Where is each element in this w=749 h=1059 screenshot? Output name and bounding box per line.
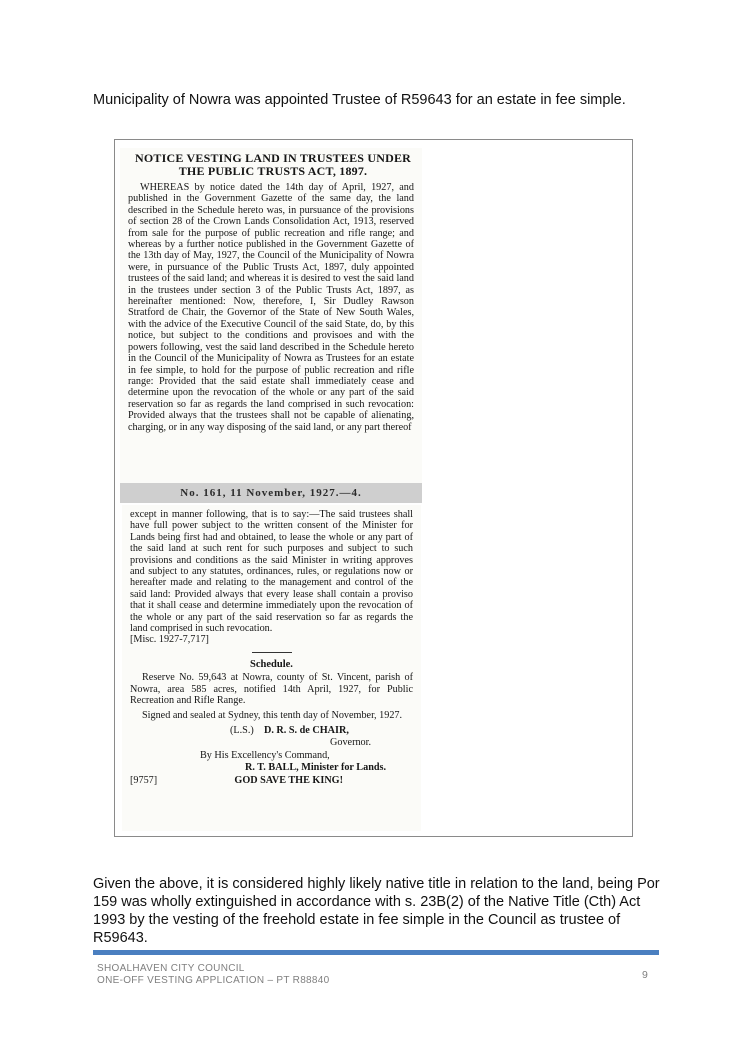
notice-paragraph-2: except in manner following, that is to say:—The said trustees shall have full power subject to the written consent of the Minister for Lands being first had and obtained, to lease the whole or any part of the said land at such rent for such purposes and subject to such provisions and conditions as the said Minister in writing approves and subject to any statutes, ordinances, rules, or regulations now or hereafter made and relating to the management and control of the said land: Provided always that every lease shall contain a proviso that it shall cease and determine immediately upon the revocation of the whole or any part of the said reservation so far as regards the land comprised in such revocation. (130, 509, 413, 635)
god-save-the-king: GOD SAVE THE KING! (234, 774, 343, 786)
minister-line: R. T. BALL, Minister for Lands. (245, 762, 387, 774)
gazette-page-footer: No. 161, 11 November, 1927.—4. (120, 483, 422, 503)
notice-paragraph-1: WHEREAS by notice dated the 14th day of April, 1927, and published in the Government Gazette of the same day, the land described in the Schedule hereto was, in pursuance of the provisions of section 28 of the Crown Lands Consolidation Act, 1913, reserved from sale for the purpose of public recreation and rifle range; and whereas by a further notice published in the Government Gazette of the 13th day of May, 1927, the Council of the Municipality of Nowra were, in pursuance of the Public Trusts Act, 1897, duly appointed trustees of the said land; and whereas it is desired to vest the said land in the trustees under section 3 of the Public Trusts Act, 1897, as hereinafter mentioned: Now, therefore, I, Sir Dudley Rawson Stratford de Chair, the Governor of the State of New South Wales, with the advice of the Executive Council of the said State, do, by this notice, but subject to the conditions and provisoes and with the powers following, vest the said land described in the Schedule hereto in the Council of the Municipality of Nowra as Trustees for an estate in fee simple, to hold for the purpose of public recreation and rifle range: Provided that the said estate shall immediately cease and determine upon the revocation of the whole or any part of the said reservation so far as regards the land comprised in such revocation: Provided always that the trustees shall not be capable of alienating, charging, or in any way disposing of the said land, or any part thereof (128, 182, 414, 433)
notice-body-part1 (128, 182, 414, 433)
conclusion-paragraph: Given the above, it is considered highly likely native title in relation to the land, being Por 159 was wholly extinguished in accordance with s. 23B(2) of the Native Title (Cth) Act 1993 by the vesting of the freehold estate in fee simple in the Council as trustee of R59643. (93, 876, 660, 946)
closing-line (130, 775, 413, 788)
schedule-text: Reserve No. 59,643 at Nowra, county of St. Vincent, parish of Nowra, area 585 acres, notified 14th April, 1927, for Public Recreation and Rifle Range. (130, 672, 413, 707)
seal-mark: (L.S.) (230, 724, 254, 736)
misc-reference: [Misc. 1927-7,717] (130, 634, 209, 646)
notice-heading-line2: THE PUBLIC TRUSTS ACT, 1897. (178, 164, 368, 178)
page-number: 9 (642, 969, 648, 981)
signed-text: Signed and sealed at Sydney, this tenth day of November, 1927. (142, 709, 403, 721)
schedule-heading: Schedule. (250, 658, 293, 670)
footer-rule (93, 950, 659, 955)
command-line: By His Excellency's Command, (200, 749, 330, 761)
governor-title: Governor. (330, 737, 372, 749)
notice-heading-line1: NOTICE VESTING LAND IN TRUSTEES UNDER (134, 151, 412, 165)
footer-org-line2: ONE-OFF VESTING APPLICATION – PT R88840 (97, 975, 330, 986)
signature-block (130, 725, 413, 788)
gazette-clipping-part2 (122, 505, 421, 831)
footer-organization (97, 963, 330, 987)
gazette-clipping-frame (114, 139, 633, 837)
reference-number: [9757] (130, 774, 158, 786)
notice-heading (130, 152, 416, 178)
intro-paragraph: Municipality of Nowra was appointed Trustee of R59643 for an estate in fee simple. (93, 92, 626, 108)
schedule-divider (252, 652, 292, 653)
notice-body-part2 (130, 509, 413, 787)
gazette-clipping-part1 (120, 148, 422, 503)
governor-name: D. R. S. de CHAIR, (263, 724, 349, 736)
signature-line (130, 725, 413, 738)
footer-org-line1: SHOALHAVEN CITY COUNCIL (97, 963, 245, 974)
